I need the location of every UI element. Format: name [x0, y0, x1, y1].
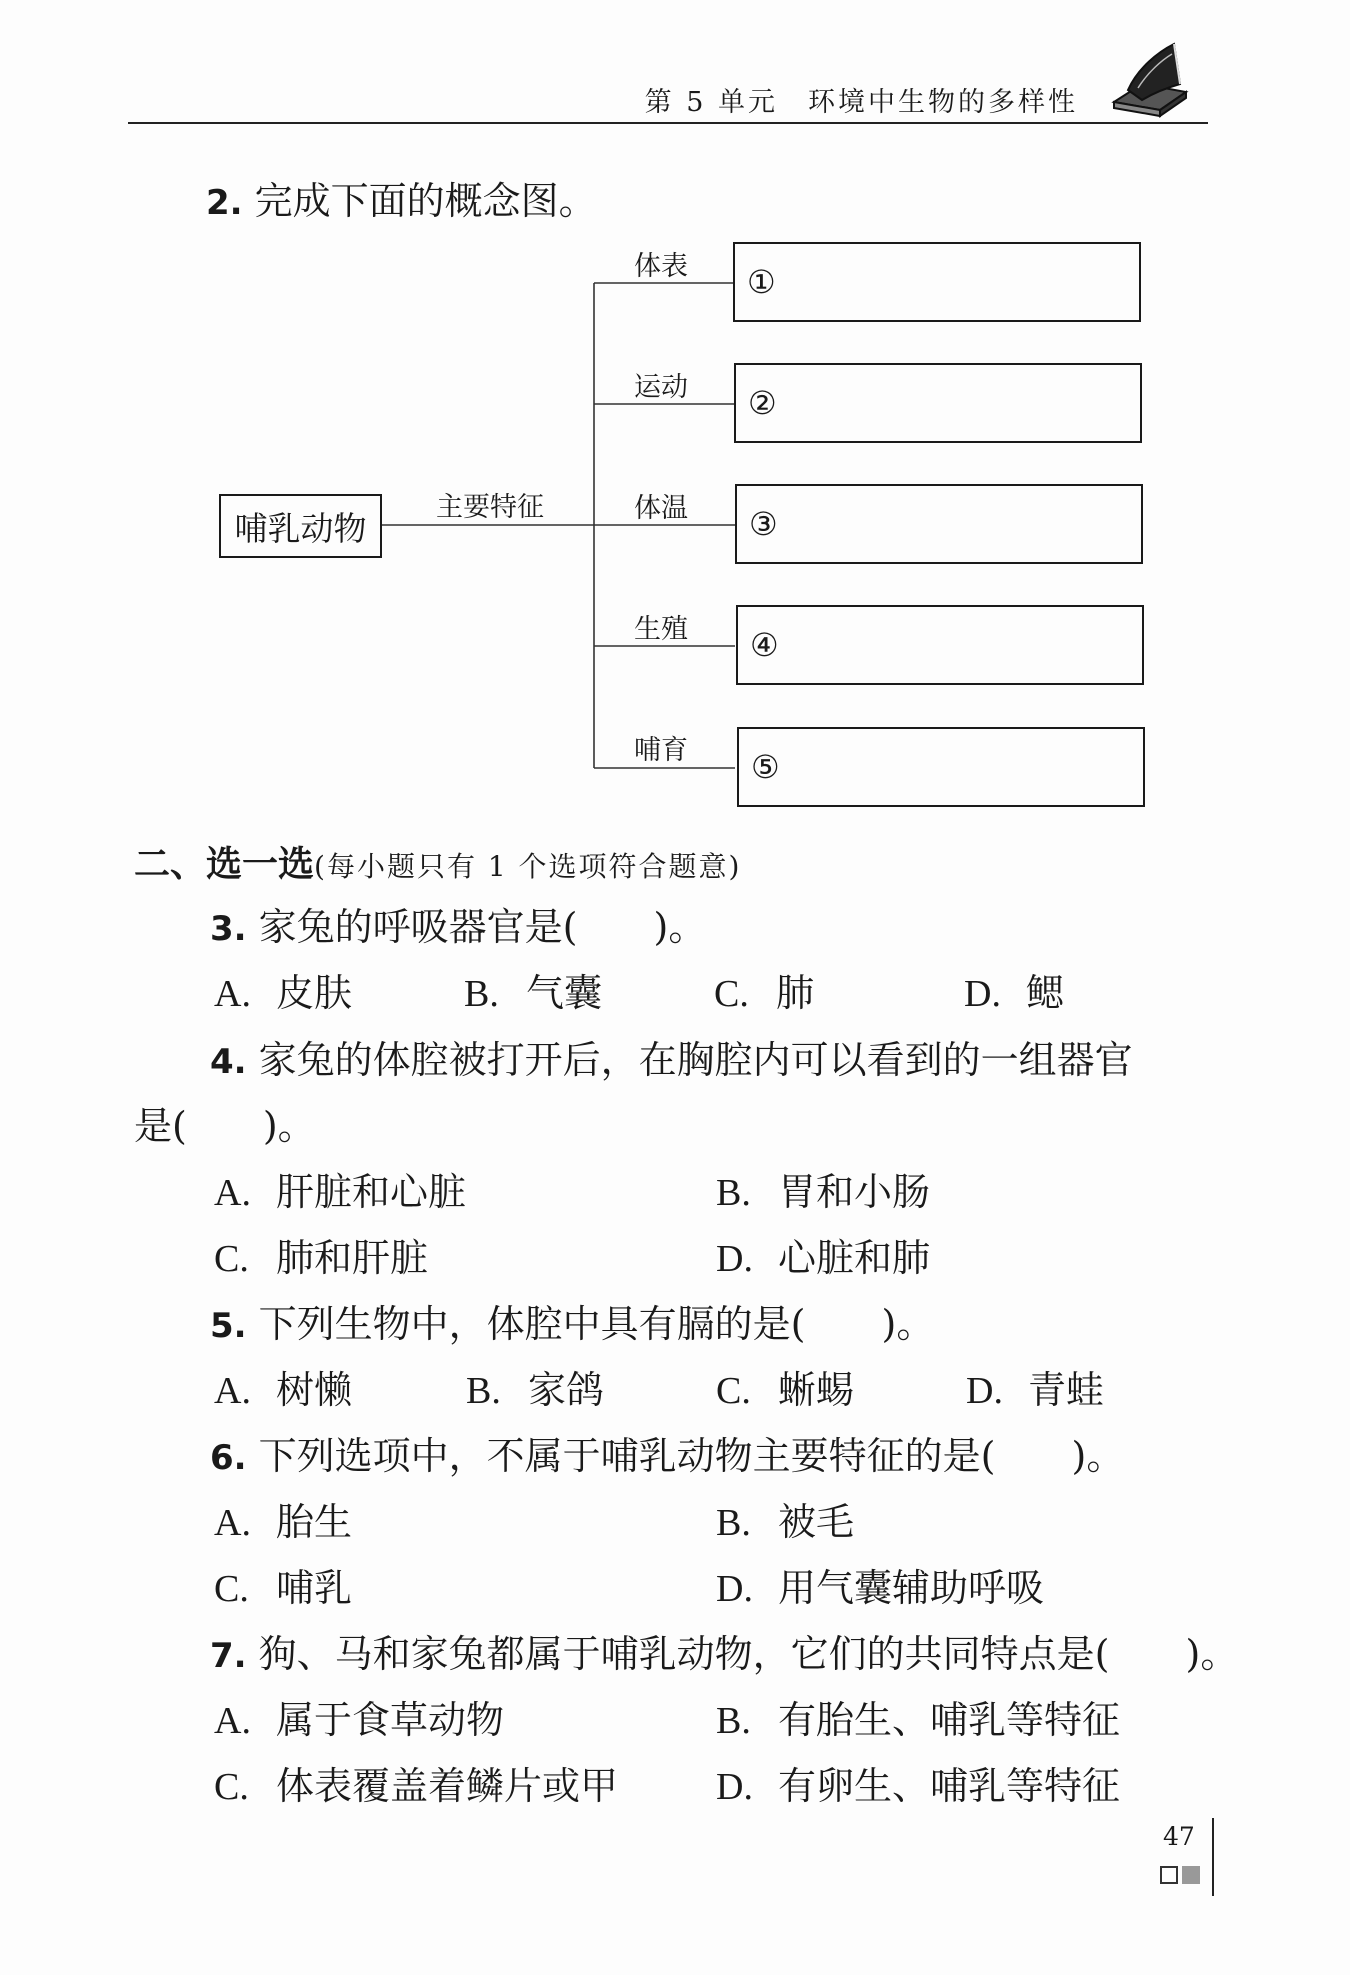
blank-marker: ② [748, 384, 777, 422]
question-6 [210, 1425, 1124, 1480]
branch-label-body-temperature: 体温 [634, 493, 688, 524]
option-c[interactable]: C. 哺乳 [214, 1566, 353, 1610]
section-heading [134, 836, 741, 887]
concept-root-box: 哺乳动物 [219, 494, 382, 558]
blank-marker: ⑤ [751, 748, 780, 786]
option-a[interactable]: A. 树懒 [214, 1368, 353, 1412]
blank-marker: ③ [749, 505, 778, 543]
branch-label-nursing: 哺育 [634, 735, 688, 766]
question-number: 2. [206, 183, 243, 223]
book-icon [1108, 38, 1190, 118]
question-7 [210, 1623, 1238, 1678]
question-text: 完成下面的概念图。 [254, 179, 597, 223]
option-a[interactable]: A. 属于食草动物 [214, 1698, 505, 1742]
option-c[interactable]: C. 肺 [714, 971, 815, 1015]
blank-marker: ① [747, 263, 776, 301]
option-b[interactable]: B. 胃和小肠 [716, 1170, 931, 1214]
connector-label: 主要特征 [436, 492, 544, 523]
question-number: 4. [210, 1042, 247, 1082]
question-4-continuation: 是( )。 [134, 1104, 316, 1148]
question-4 [210, 1029, 1133, 1084]
option-d[interactable]: D. 用气囊辅助呼吸 [716, 1566, 1045, 1610]
unit-title: 环境中生物的多样性 [808, 87, 1078, 118]
unit-label: 第 5 单元 [644, 87, 778, 118]
question-text: 下列选项中，不属于哺乳动物主要特征的是( )。 [258, 1434, 1125, 1478]
option-c[interactable]: C. 肺和肝脏 [214, 1236, 429, 1280]
answer-box-3[interactable] [735, 484, 1143, 564]
blank-marker: ④ [750, 626, 779, 664]
question-text: 狗、马和家兔都属于哺乳动物，它们的共同特点是( )。 [258, 1632, 1239, 1676]
option-d[interactable]: D. 鳃 [964, 971, 1065, 1015]
header-rule [128, 122, 1208, 124]
answer-box-5[interactable] [737, 727, 1145, 807]
question-number: 5. [210, 1306, 247, 1346]
option-a[interactable]: A. 皮肤 [214, 971, 353, 1015]
option-a[interactable]: A. 肝脏和心脏 [214, 1170, 467, 1214]
question-5 [210, 1293, 934, 1348]
branch-label-movement: 运动 [634, 372, 688, 403]
page-marker-filled-icon [1182, 1866, 1200, 1884]
question-text: 家兔的呼吸器官是( )。 [258, 905, 707, 949]
question-number: 6. [210, 1438, 247, 1478]
option-c[interactable]: C. 蜥蜴 [716, 1368, 855, 1412]
page-marker-square-icon [1160, 1866, 1178, 1884]
option-d[interactable]: D. 青蛙 [966, 1368, 1105, 1412]
section-title: 二、选一选 [134, 844, 315, 885]
option-b[interactable]: B. 气囊 [464, 971, 603, 1015]
question-3 [210, 896, 706, 951]
page-number: 47 [1163, 1822, 1195, 1851]
option-d[interactable]: D. 有卵生、哺乳等特征 [716, 1764, 1121, 1808]
question-2 [206, 170, 597, 225]
option-b[interactable]: B. 有胎生、哺乳等特征 [716, 1698, 1121, 1742]
option-b[interactable]: B. 被毛 [716, 1500, 855, 1544]
answer-box-4[interactable] [736, 605, 1144, 685]
question-text: 家兔的体腔被打开后，在胸腔内可以看到的一组器官 [258, 1038, 1133, 1082]
question-text: 下列生物中，体腔中具有膈的是( )。 [258, 1302, 935, 1346]
branch-label-reproduction: 生殖 [634, 614, 688, 645]
answer-box-1[interactable] [733, 242, 1141, 322]
question-number: 7. [210, 1636, 247, 1676]
option-d[interactable]: D. 心脏和肺 [716, 1236, 931, 1280]
answer-box-2[interactable] [734, 363, 1142, 443]
page-number-rule [1212, 1818, 1214, 1896]
running-header [645, 80, 1078, 119]
branch-label-body-surface: 体表 [634, 251, 688, 282]
question-number: 3. [210, 909, 247, 949]
option-b[interactable]: B. 家鸽 [466, 1368, 605, 1412]
option-a[interactable]: A. 胎生 [214, 1500, 353, 1544]
section-note: (每小题只有 1 个选项符合题意) [314, 850, 742, 883]
option-c[interactable]: C. 体表覆盖着鳞片或甲 [214, 1764, 619, 1808]
